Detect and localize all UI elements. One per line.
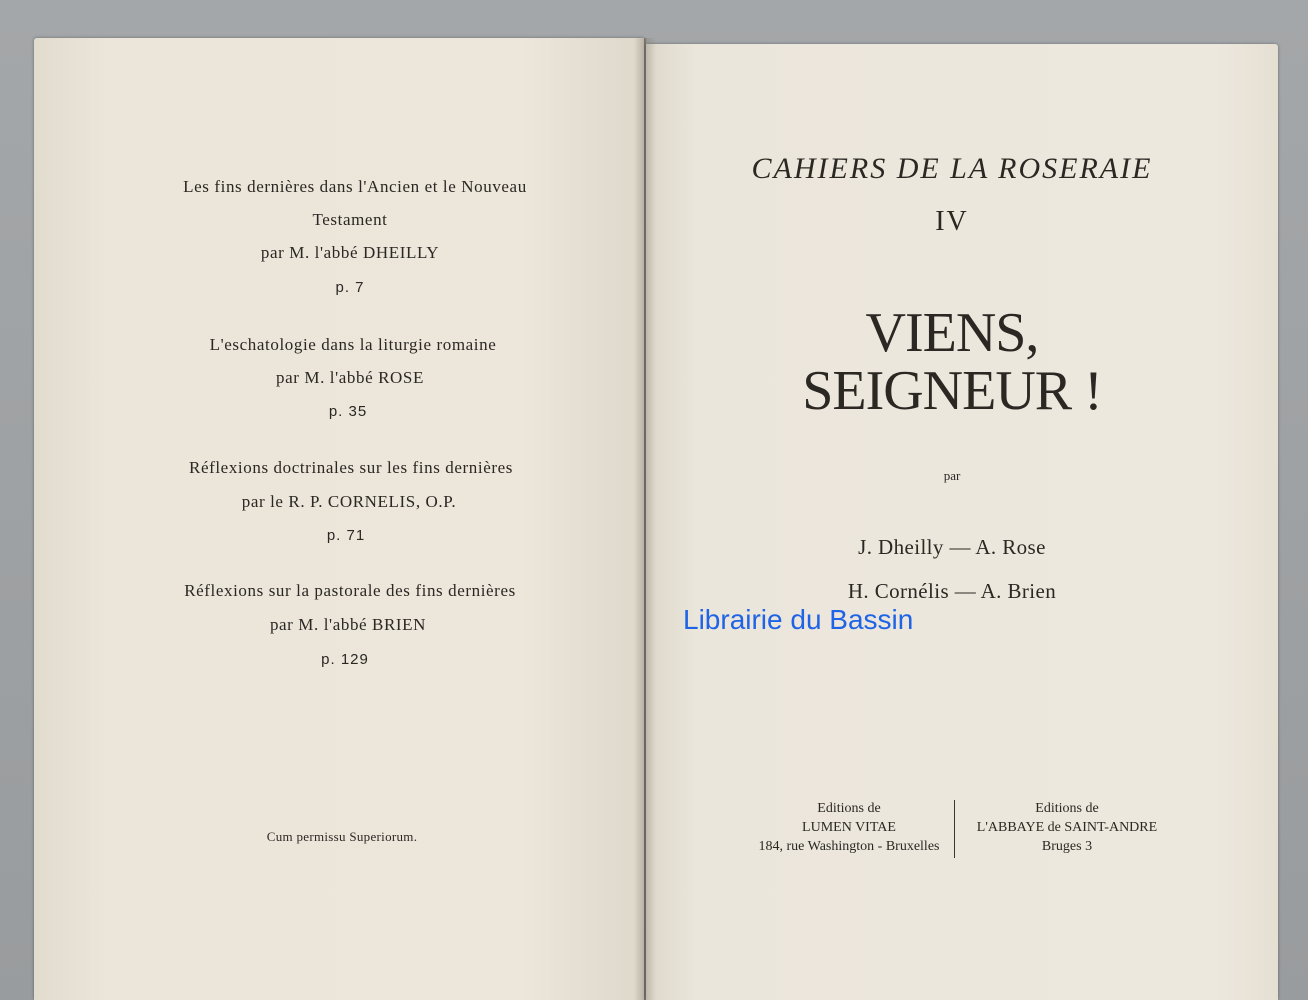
publisher-name: L'ABBAYE de SAINT-ANDRE (976, 820, 1158, 835)
toc-entry-author: par M. l'abbé DHEILLY (260, 243, 440, 262)
by-label: par (943, 468, 961, 483)
toc-entry-author: par M. l'abbé ROSE (276, 368, 424, 387)
toc-entry-author: par le R. P. CORNELIS, O.P. (241, 492, 457, 511)
toc-entry-title: L'eschatologie dans la liturgie romaine (209, 335, 497, 354)
toc-entry-author: par M. l'abbé BRIEN (269, 615, 427, 634)
book-title-line-1: VIENS, (865, 302, 1039, 364)
seller-watermark: Librairie du Bassin (683, 604, 914, 635)
publisher-name: LUMEN VITAE (802, 820, 896, 835)
authors-line-1: J. Dheilly — A. Rose (858, 535, 1046, 559)
book-gutter (634, 38, 656, 1000)
book-title-line-2: SEIGNEUR ! (802, 360, 1102, 422)
publisher-address: 184, rue Washington - Bruxelles (758, 839, 940, 854)
publisher-lumen-vitae (742, 799, 956, 856)
toc-entry-page: p. 129 (321, 651, 369, 668)
publisher-label: Editions de (1035, 801, 1099, 816)
toc-entry-page: p. 7 (335, 279, 365, 296)
right-page (646, 44, 1278, 1000)
imprimatur-note: Cum permissu Superiorum. (266, 829, 418, 844)
toc-entry-title: Réflexions sur la pastorale des fins dernières (184, 581, 516, 600)
toc-entry-page: p. 35 (328, 403, 368, 420)
toc-entry-page: p. 71 (326, 527, 366, 544)
authors-line-2: H. Cornélis — A. Brien (847, 579, 1057, 603)
toc-entry-title-continued: Testament (312, 210, 388, 229)
volume-number: IV (935, 206, 969, 237)
toc-entry-title: Réflexions doctrinales sur les fins dernières (189, 458, 513, 477)
publisher-saint-andre (958, 799, 1176, 856)
publisher-address: Bruges 3 (1041, 839, 1093, 854)
publisher-divider (954, 800, 955, 858)
toc-entry-title: Les fins dernières dans l'Ancien et le Nouveau (183, 177, 527, 196)
series-title: CAHIERS DE LA ROSERAIE (751, 152, 1153, 185)
publisher-label: Editions de (817, 801, 881, 816)
